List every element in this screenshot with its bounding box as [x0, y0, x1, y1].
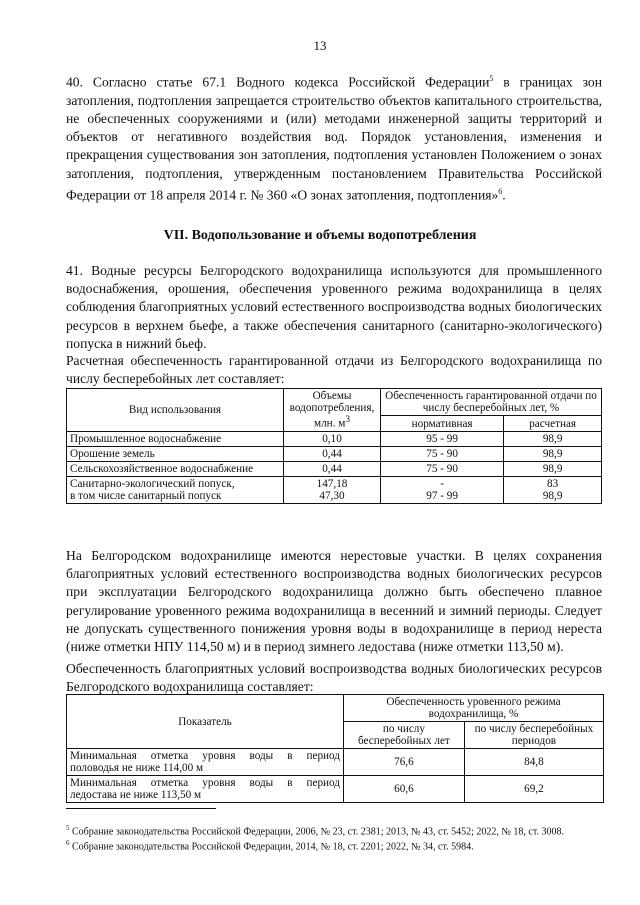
footnote-ref-5: 5 — [489, 74, 494, 83]
table2-cell — [67, 749, 344, 776]
table1-line: 97 - 99 — [426, 489, 458, 502]
table2-header-security: Обеспеченность уровенного режима водохранилища, % — [344, 695, 604, 722]
table1-header-security: Обеспеченность гарантированной отдачи по числу бесперебойных лет, % — [381, 389, 602, 416]
table2-line: ледостава не ниже 113,50 м — [70, 789, 202, 801]
table2-header-years: по числу бесперебойных лет — [344, 722, 465, 749]
table1-line: 147,18 — [316, 477, 348, 490]
table1-line: 83 — [547, 477, 559, 490]
table1-header-volume-sup: 3 — [345, 415, 350, 425]
footnote-text: Собрание законодательства Российской Федерации, 2006, № 23, ст. 2381; 2013, № 43, ст. 5452; 2022, № 18, ст. 3008. — [69, 826, 564, 838]
table1-line: Санитарно-экологический попуск, — [70, 477, 235, 490]
footnote-6 — [66, 839, 606, 852]
table1-header-volume — [284, 389, 381, 432]
table1-cell: 95 - 99 — [381, 431, 504, 446]
footnote-ref-6: 6 — [498, 186, 503, 196]
supply-table — [66, 388, 602, 504]
footnote-5 — [66, 824, 606, 837]
footnote-mark: 6 — [66, 839, 70, 847]
table2-header-periods: по числу бесперебойных периодов — [464, 722, 603, 749]
table2-header-indicator: Показатель — [67, 695, 344, 749]
table1-line: - — [440, 477, 444, 490]
table2-line: Минимальная отметка уровня воды в период — [70, 750, 340, 762]
table-row — [67, 461, 602, 476]
table-row — [67, 749, 604, 776]
table2-cell: 60,6 — [344, 776, 465, 803]
table1-cell — [381, 476, 504, 503]
table2-line: Минимальная отметка уровня воды в период — [70, 777, 340, 789]
footnote-text: Собрание законодательства Российской Федерации, 2014, № 18, ст. 2201; 2022, № 34, ст. 5984. — [69, 841, 474, 853]
table-row — [67, 776, 604, 803]
table1-cell: 75 - 90 — [381, 446, 504, 461]
table1-line: в том числе санитарный попуск — [70, 489, 222, 502]
table1-cell — [504, 476, 602, 503]
table1-cell: 98,9 — [504, 461, 602, 476]
table2-cell: 76,6 — [344, 749, 465, 776]
table2-cell: 69,2 — [464, 776, 603, 803]
table1-header-volume-text: Объемы водопотребления, млн. м — [289, 390, 375, 430]
paragraph-40-end: . — [502, 187, 506, 203]
table1-cell — [284, 476, 381, 503]
page-number: 13 — [313, 38, 327, 53]
table1-cell: 98,9 — [504, 431, 602, 446]
table1-cell: 0,10 — [284, 431, 381, 446]
table1-cell: 98,9 — [504, 446, 602, 461]
table-row — [67, 431, 602, 446]
table2-line: половодья не ниже 114,00 м — [70, 762, 204, 774]
paragraph-spawning: На Белгородском водохранилище имеются нерестовые участки. В целях сохранения благоприятных условий естественного воспроизводства водных биологических ресурсов при эксплуатации Белгородского водохранилища должно быть обеспечено плавное регулирование уровенного режима водохранилища в весенний и зимний периоды. Следует не допускать существенного понижения уровня воды в водохранилище в период нереста (ниже отметки НПУ 114,50 м) и в период зимнего ледостава (ниже отметки 113,50 м). — [66, 548, 602, 655]
paragraph-40 — [66, 70, 602, 204]
table1-line: 98,9 — [542, 489, 563, 502]
table2-cell: 84,8 — [464, 749, 603, 776]
table1-cell: Орошение земель — [67, 446, 284, 461]
table1-cell — [67, 476, 284, 503]
paragraph-40-text-a: 40. Согласно статье 67.1 Водного кодекса Российской Федерации — [66, 74, 490, 90]
paragraph-40-text-b: в границах зон затопления, подтопления запрещается строительство объектов капитального строительства, не обеспеченных сооружениями и (или) методами инженерной защиты территорий и объектов от негативного воздействия вод. Порядок установления, изменения и прекращения существования зон затопления, подтопления установлен Положением о зонах затопления, подтопления, утвержденным постановлением Правительства Российской Федерации от 18 апреля 2014 г. № 360 «О зонах затопления, подтопления» — [66, 74, 602, 203]
table1-cell: Сельскохозяйственное водоснабжение — [67, 461, 284, 476]
paragraph-security: Обеспеченность благоприятных условий воспроизводства водных биологических ресурсов Белгородского водохранилища составляет: — [66, 661, 602, 695]
footnote-mark: 5 — [66, 824, 70, 832]
table1-header-calc: расчетная — [504, 416, 602, 431]
paragraph-calc: Расчетная обеспеченность гарантированной отдачи из Белгородского водохранилища по числу бесперебойных лет составляет: — [66, 353, 602, 387]
table-row — [67, 446, 602, 461]
table2-cell — [67, 776, 344, 803]
table1-header-norm: нормативная — [381, 416, 504, 431]
table1-header-use: Вид использования — [67, 389, 284, 432]
table1-cell: Промышленное водоснабжение — [67, 431, 284, 446]
footnote-divider — [66, 808, 216, 809]
section-title: VII. Водопользование и объемы водопотребления — [163, 228, 477, 243]
table1-cell: 0,44 — [284, 446, 381, 461]
reproduction-table — [66, 694, 604, 803]
table1-cell: 75 - 90 — [381, 461, 504, 476]
table1-line: 47,30 — [319, 489, 345, 502]
table-row — [67, 476, 602, 503]
table1-cell: 0,44 — [284, 461, 381, 476]
paragraph-41: 41. Водные ресурсы Белгородского водохранилища используются для промышленного водоснабжения, орошения, обеспечения уровенного режима водохранилища в целях соблюдения благоприятных условий естественного воспроизводства водных биологических ресурсов в верхнем бьефе, а также обеспечения санитарного (санитарно-экологического) попуска в нижний бьеф. — [66, 263, 602, 351]
